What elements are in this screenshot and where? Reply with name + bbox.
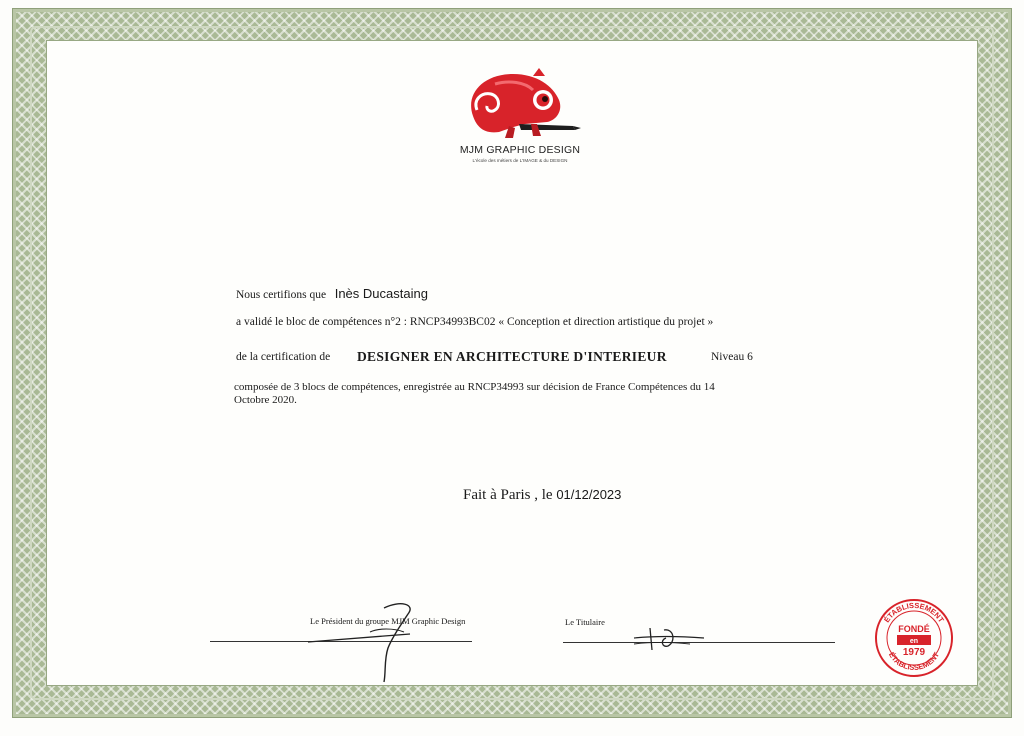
svg-text:ÉTABLISSEMENT [882, 601, 946, 625]
composition-paragraph [234, 381, 754, 407]
holder-signature-label: Le Titulaire [565, 617, 605, 627]
holder-name: Inès Ducastaing [334, 286, 428, 301]
certify-prefix: Nous certifions que [236, 289, 327, 301]
stamp-top-text: ÉTABLISSEMENT [882, 600, 946, 625]
stamp-bottom-text: ÉTABLISSEMENT [886, 650, 942, 673]
logo-name: MJM GRAPHIC DESIGN [459, 144, 581, 156]
stamp-year: 1979 [902, 647, 926, 658]
composition-line-2: Octobre 2020. [234, 394, 297, 406]
president-signature [300, 598, 430, 686]
place-prefix: Fait à Paris , le [463, 487, 553, 503]
certify-line [236, 286, 428, 301]
mjm-logo [455, 64, 585, 182]
stamp-middle-text: FONDÉ [898, 624, 930, 634]
certification-level: Niveau 6 [711, 351, 753, 363]
founded-stamp-seal [872, 596, 956, 680]
certification-prefix: de la certification de [236, 351, 331, 363]
president-signature-label: Le Président du groupe MJM Graphic Design [310, 616, 466, 626]
skills-block-line: a validé le bloc de compétences n°2 : RNCP34993BC02 « Conception et direction artistique du projet » [236, 316, 714, 328]
place-and-date [463, 487, 621, 504]
chameleon-logo-icon [455, 64, 585, 144]
holder-signature [630, 620, 710, 654]
founded-stamp [872, 596, 956, 680]
stamp-small-text: en [909, 638, 919, 645]
composition-line-1: composée de 3 blocs de compétences, enregistrée au RNCP34993 sur décision de France Compétences du 14 [234, 381, 715, 393]
certification-title: DESIGNER EN ARCHITECTURE D'INTERIEUR [357, 349, 667, 364]
issue-date: 01/12/2023 [556, 487, 622, 502]
logo-tagline: L'école des métiers de L'IMAGE & du DESIGN [472, 158, 568, 163]
